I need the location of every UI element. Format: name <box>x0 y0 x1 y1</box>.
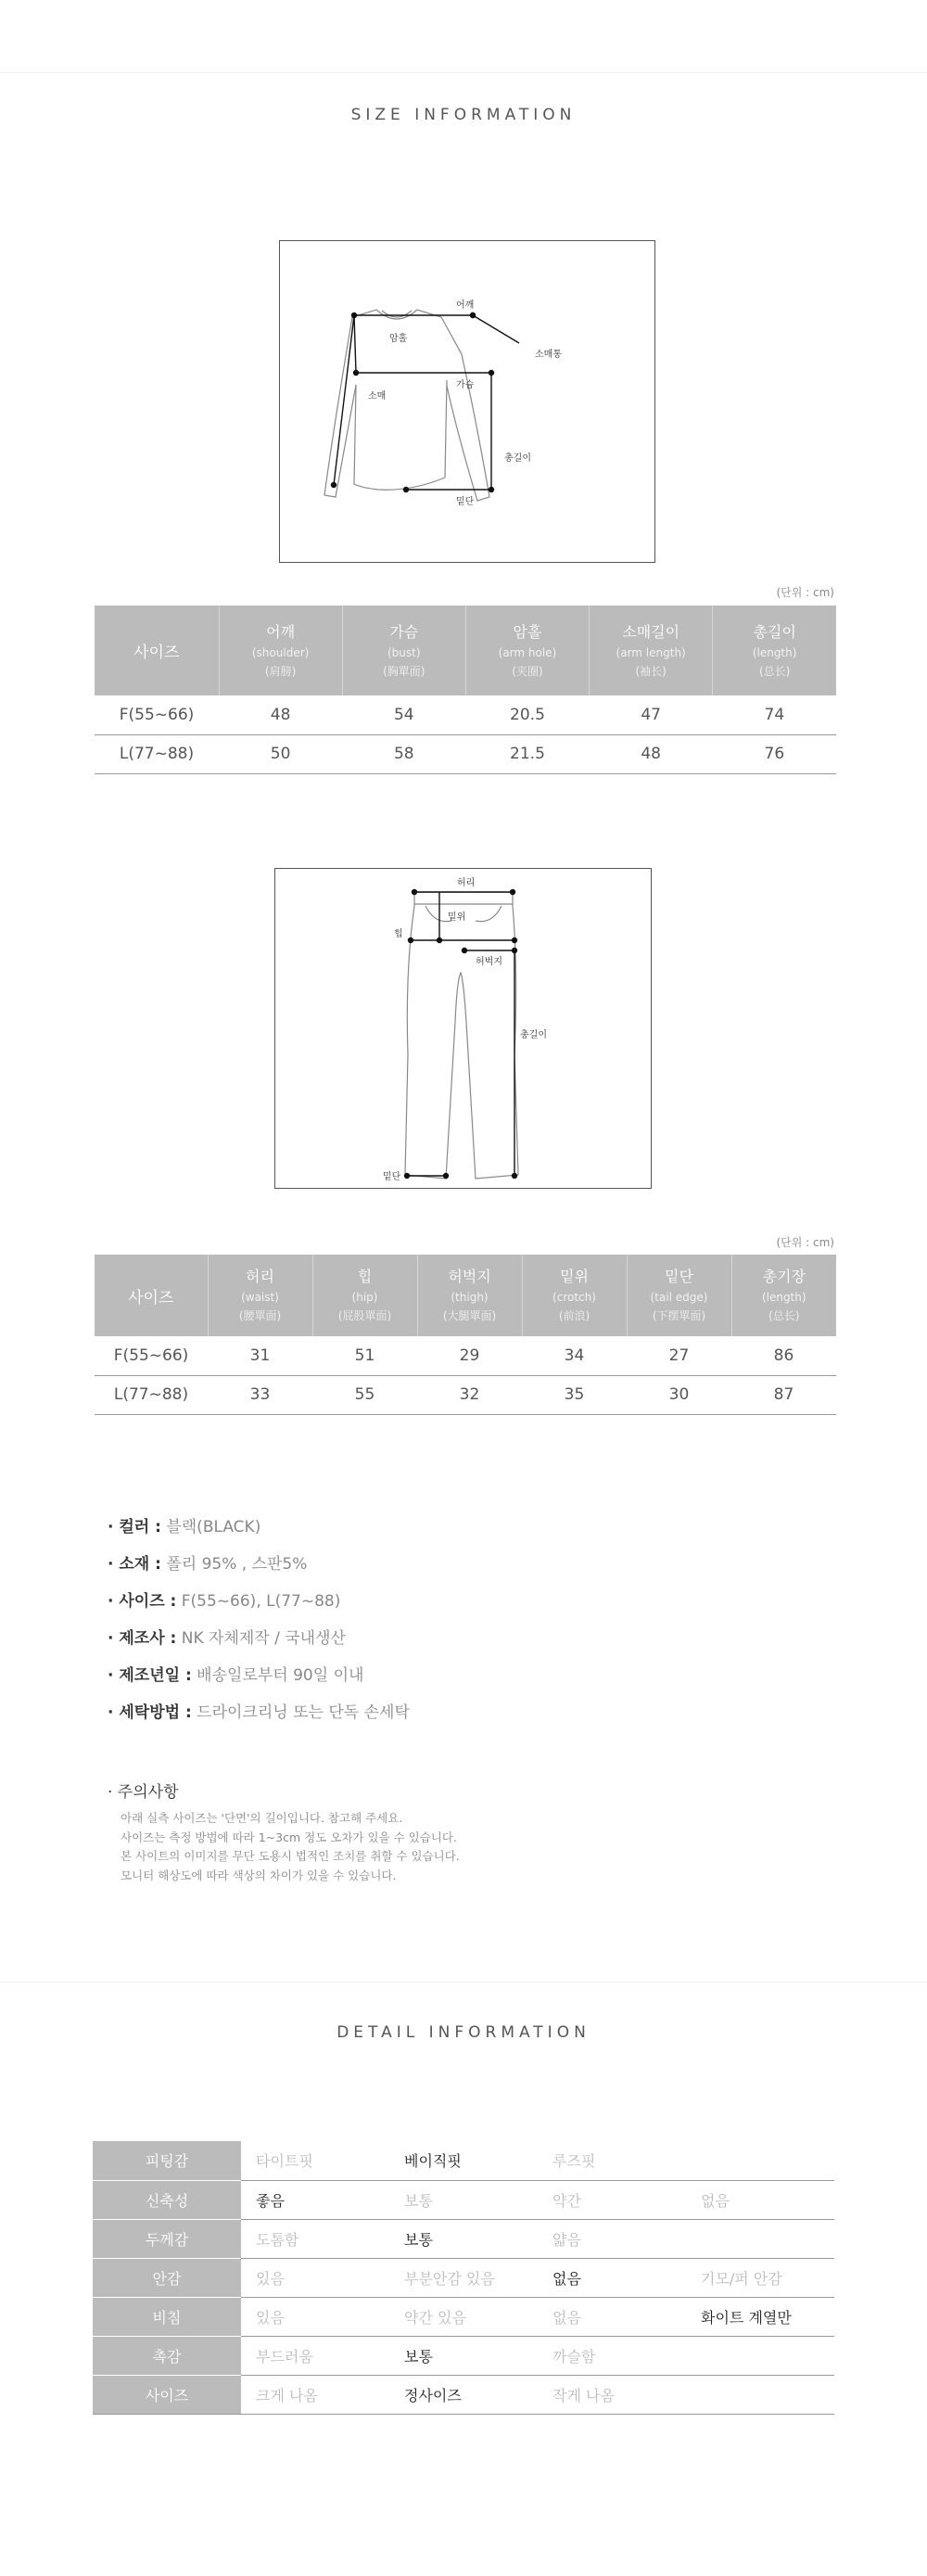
detail-option <box>686 2141 834 2180</box>
label-length: 총길이 <box>520 1030 547 1040</box>
detail-option-selected: 좋음 <box>241 2180 389 2219</box>
size-cell: L(77~88) <box>95 734 219 773</box>
label-armhole: 암홀 <box>389 334 408 344</box>
column-header: 가슴 (bust) (胸單面) <box>342 606 465 695</box>
product-info-list <box>108 1509 410 1731</box>
value-cell: 55 <box>312 1375 417 1414</box>
detail-option: 약간 있음 <box>389 2297 538 2336</box>
value-cell: 48 <box>219 695 342 734</box>
detail-row <box>93 2297 834 2336</box>
detail-row <box>93 2180 834 2219</box>
column-header: 총길이 (length) (总长) <box>713 606 836 695</box>
detail-option <box>686 2375 834 2414</box>
detail-row <box>93 2219 834 2258</box>
value-cell: 50 <box>219 734 342 773</box>
info-washing: · 세탁방법 : 드라이크리닝 또는 단독 손세탁 <box>108 1703 410 1722</box>
detail-option: 루즈핏 <box>538 2141 686 2180</box>
table-row <box>95 1375 836 1414</box>
detail-option: 크게 나옴 <box>241 2375 389 2414</box>
detail-option-selected: 보통 <box>389 2336 538 2375</box>
size-header: 사이즈 <box>95 606 219 695</box>
value-cell: 35 <box>522 1375 627 1414</box>
column-header: 허리 (waist) (腰單面) <box>208 1255 312 1336</box>
detail-option: 도톰함 <box>241 2219 389 2258</box>
top-table-unit: (단위 : cm) <box>776 586 834 599</box>
detail-label: 비침 <box>93 2297 241 2336</box>
detail-option-selected: 정사이즈 <box>389 2375 538 2414</box>
detail-option-selected: 베이직핏 <box>389 2141 538 2180</box>
detail-option <box>686 2219 834 2258</box>
caution-line: 사이즈는 측정 방법에 따라 1~3cm 정도 오차가 있을 수 있습니다. <box>121 1830 457 1844</box>
label-bust: 가슴 <box>456 380 475 390</box>
column-header: 총기장 (length) (总长) <box>731 1255 836 1336</box>
top-size-diagram <box>279 240 655 563</box>
value-cell: 48 <box>590 734 713 773</box>
table-row <box>95 734 836 773</box>
label-hip: 힙 <box>394 929 403 939</box>
value-cell: 31 <box>208 1336 312 1375</box>
value-cell: 51 <box>312 1336 417 1375</box>
detail-row <box>93 2375 834 2414</box>
value-cell: 20.5 <box>465 695 589 734</box>
caution-title: · 주의사항 <box>108 1783 179 1802</box>
detail-option: 약간 <box>538 2180 686 2219</box>
size-cell: L(77~88) <box>95 1375 208 1414</box>
detail-label: 촉감 <box>93 2336 241 2375</box>
top-divider <box>0 72 927 73</box>
value-cell: 74 <box>713 695 836 734</box>
column-header: 밑단 (tail edge) (下摆單面) <box>627 1255 731 1336</box>
label-sleeve: 소매 <box>368 391 387 402</box>
pants-table-unit: (단위 : cm) <box>776 1236 834 1249</box>
detail-option: 타이트핏 <box>241 2141 389 2180</box>
detail-label: 사이즈 <box>93 2375 241 2414</box>
section-divider <box>0 1982 927 1983</box>
column-header: 허벅지 (thigh) (大腿單面) <box>417 1255 522 1336</box>
value-cell: 32 <box>417 1375 522 1414</box>
caution-line: 모니터 해상도에 따라 색상의 차이가 있을 수 있습니다. <box>121 1868 397 1882</box>
info-manufacturer: · 제조사 : NK 자체제작 / 국내생산 <box>108 1629 346 1648</box>
detail-label: 두께감 <box>93 2219 241 2258</box>
detail-label: 피팅감 <box>93 2141 241 2180</box>
value-cell: 21.5 <box>465 734 589 773</box>
label-hem: 밑단 <box>456 497 475 507</box>
detail-row <box>93 2141 834 2180</box>
value-cell: 33 <box>208 1375 312 1414</box>
detail-option-selected: 없음 <box>538 2258 686 2297</box>
detail-option: 보통 <box>389 2180 538 2219</box>
pants-size-diagram <box>274 868 652 1189</box>
column-header: 힙 (hip) (屁股單面) <box>312 1255 417 1336</box>
detail-option: 부분안감 있음 <box>389 2258 538 2297</box>
info-color: · 컬러 : 블랙(BLACK) <box>108 1518 261 1537</box>
detail-option: 작게 나옴 <box>538 2375 686 2414</box>
top-size-table <box>95 606 836 774</box>
label-waist: 허리 <box>457 878 476 888</box>
label-shoulder: 어깨 <box>456 300 475 311</box>
value-cell: 27 <box>627 1336 731 1375</box>
label-sleeve-cuff: 소매통 <box>535 350 562 360</box>
pants-size-table <box>95 1255 836 1415</box>
detail-label: 안감 <box>93 2258 241 2297</box>
size-information-title: SIZE INFORMATION <box>350 106 577 124</box>
value-cell: 58 <box>342 734 465 773</box>
detail-option <box>686 2336 834 2375</box>
info-manufacture-date: · 제조년일 : 배송일로부터 90일 이내 <box>108 1666 364 1685</box>
caution-block <box>108 1779 460 1885</box>
size-cell: F(55~66) <box>95 695 219 734</box>
detail-row <box>93 2258 834 2297</box>
value-cell: 87 <box>731 1375 836 1414</box>
detail-option: 얇음 <box>538 2219 686 2258</box>
label-thigh: 허벅지 <box>476 957 502 967</box>
detail-option: 까슬함 <box>538 2336 686 2375</box>
value-cell: 34 <box>522 1336 627 1375</box>
column-header: 밑위 (crotch) (前浪) <box>522 1255 627 1336</box>
info-size: · 사이즈 : F(55~66), L(77~88) <box>108 1592 341 1611</box>
detail-option: 없음 <box>538 2297 686 2336</box>
column-header: 암홀 (arm hole) (夹圈) <box>465 606 589 695</box>
detail-option: 있음 <box>241 2297 389 2336</box>
value-cell: 76 <box>713 734 836 773</box>
column-header: 소매길이 (arm length) (袖长) <box>590 606 713 695</box>
detail-information-title: DETAIL INFORMATION <box>337 2023 590 2042</box>
value-cell: 86 <box>731 1336 836 1375</box>
detail-option-selected: 보통 <box>389 2219 538 2258</box>
detail-option: 기모/퍼 안감 <box>686 2258 834 2297</box>
detail-table <box>93 2141 834 2415</box>
detail-option-selected: 화이트 계열만 <box>686 2297 834 2336</box>
detail-label: 신축성 <box>93 2180 241 2219</box>
caution-line: 아래 실측 사이즈는 '단면'의 길이입니다. 참고해 주세요. <box>121 1811 403 1825</box>
detail-option: 있음 <box>241 2258 389 2297</box>
value-cell: 29 <box>417 1336 522 1375</box>
table-row <box>95 1336 836 1375</box>
value-cell: 30 <box>627 1375 731 1414</box>
detail-row <box>93 2336 834 2375</box>
size-header: 사이즈 <box>95 1255 208 1336</box>
label-hem: 밑단 <box>383 1172 401 1182</box>
label-length: 총길이 <box>504 453 531 464</box>
detail-option: 없음 <box>686 2180 834 2219</box>
detail-option: 부드러움 <box>241 2336 389 2375</box>
size-cell: F(55~66) <box>95 1336 208 1375</box>
column-header: 어깨 (shoulder) (肩膀) <box>219 606 342 695</box>
caution-line: 본 사이트의 이미지를 무단 도용시 법적인 조치를 취할 수 있습니다. <box>121 1849 460 1863</box>
value-cell: 54 <box>342 695 465 734</box>
label-crotch: 밑위 <box>448 912 466 923</box>
table-row <box>95 695 836 734</box>
info-material: · 소재 : 폴리 95% , 스판5% <box>108 1555 308 1574</box>
value-cell: 47 <box>590 695 713 734</box>
